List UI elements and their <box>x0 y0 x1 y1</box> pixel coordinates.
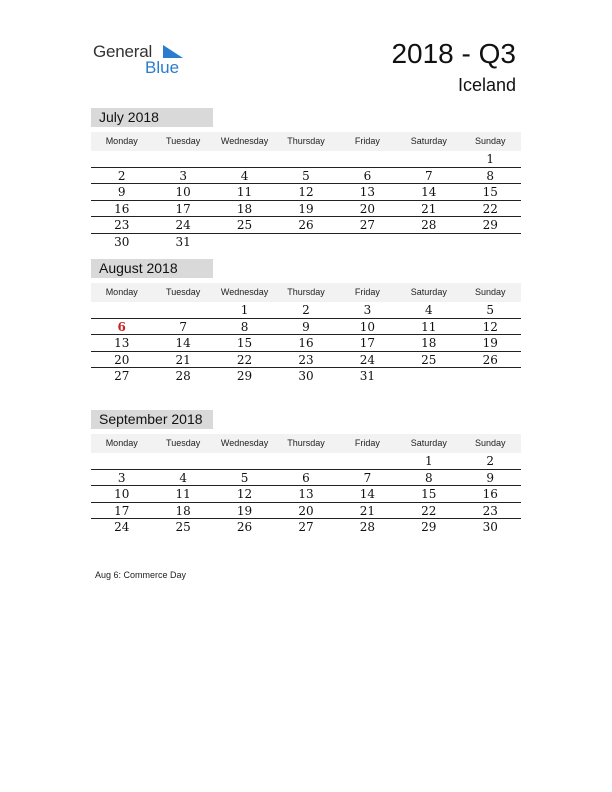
day-cell: 25 <box>236 218 253 233</box>
page-title: 2018 - Q3 <box>391 38 516 69</box>
holiday-note: Aug 6: Commerce Day <box>95 570 187 580</box>
day-cell: 22 <box>236 352 253 367</box>
day-cell <box>91 302 152 318</box>
day-cell <box>460 368 521 385</box>
day-cell: 8 <box>486 168 495 183</box>
day-cell <box>275 453 336 469</box>
month-september <box>91 410 521 536</box>
day-cell: 24 <box>114 520 130 535</box>
day-cell: 31 <box>175 234 191 249</box>
day-cell: 13 <box>298 487 314 502</box>
weekday-label: Tuesday <box>166 438 201 448</box>
day-cell: 4 <box>240 168 249 183</box>
day-cell: 26 <box>482 352 498 367</box>
day-cell: 30 <box>482 520 498 535</box>
week-row <box>91 470 521 487</box>
generalblue-logo <box>93 42 193 78</box>
day-cell: 14 <box>175 336 191 351</box>
week-row <box>91 234 521 251</box>
day-cell: 23 <box>482 503 498 518</box>
day-cell: 28 <box>421 218 437 233</box>
day-cell: 28 <box>175 369 191 384</box>
day-cell <box>91 151 152 167</box>
weekday-label: Monday <box>105 438 138 448</box>
day-cell: 29 <box>421 520 437 535</box>
day-cell: 20 <box>359 201 376 216</box>
day-cell <box>152 302 213 318</box>
week-row <box>91 519 521 536</box>
weekday-label: Saturday <box>410 287 447 297</box>
day-cell: 25 <box>175 520 191 535</box>
day-cell: 2 <box>117 168 126 183</box>
weekday-label: Wednesday <box>220 287 269 297</box>
weekday-label: Friday <box>354 438 380 448</box>
day-cell: 3 <box>117 470 126 485</box>
weekday-label: Thursday <box>287 287 325 297</box>
day-cell: 28 <box>359 520 376 535</box>
day-cell: 12 <box>482 319 498 334</box>
day-cell: 27 <box>359 218 376 233</box>
day-cell: 4 <box>179 470 187 485</box>
weekday-header-row <box>91 434 521 453</box>
day-cell: 7 <box>425 168 433 183</box>
day-cell: 9 <box>117 185 126 200</box>
logo-triangle-icon <box>161 45 183 59</box>
day-cell: 12 <box>298 185 314 200</box>
weekday-label: Tuesday <box>166 287 201 297</box>
day-cell: 29 <box>236 369 253 384</box>
day-cell: 15 <box>482 185 498 200</box>
week-row <box>91 486 521 503</box>
day-cell: 1 <box>486 152 495 166</box>
day-cell <box>214 234 275 251</box>
month-label: September 2018 <box>91 410 213 429</box>
month-label: August 2018 <box>91 259 213 278</box>
week-row <box>91 335 521 352</box>
day-cell: 13 <box>114 336 130 351</box>
day-cell <box>214 453 275 469</box>
day-cell: 10 <box>114 487 130 502</box>
day-cell <box>152 453 213 469</box>
day-cell: 19 <box>482 336 498 351</box>
day-cell: 24 <box>175 218 191 233</box>
day-cell: 18 <box>236 201 253 216</box>
calendar-grid <box>91 434 521 536</box>
week-row <box>91 368 521 385</box>
day-cell: 16 <box>298 336 314 351</box>
day-cell: 9 <box>302 319 310 334</box>
day-cell: 7 <box>179 319 187 334</box>
weekday-label: Sunday <box>474 287 506 297</box>
weekday-label: Friday <box>354 287 380 297</box>
weekday-label: Sunday <box>474 438 506 448</box>
day-cell: 24 <box>359 352 376 367</box>
day-cell: 21 <box>421 201 437 216</box>
day-cell: 1 <box>240 303 249 317</box>
day-cell: 6 <box>302 470 310 485</box>
day-cell: 10 <box>359 319 376 334</box>
weekday-label: Thursday <box>287 438 325 448</box>
day-cell: 23 <box>298 352 314 367</box>
day-cell <box>398 368 459 385</box>
day-cell: 15 <box>236 336 253 351</box>
day-cell: 11 <box>175 487 191 502</box>
day-cell: 6 <box>363 168 372 183</box>
day-cell: 5 <box>302 168 310 183</box>
day-cell: 27 <box>298 520 314 535</box>
day-cell <box>275 234 336 251</box>
week-row <box>91 151 521 168</box>
day-cell <box>275 151 336 167</box>
day-cell: 8 <box>425 470 433 485</box>
day-cell: 19 <box>236 503 253 518</box>
day-cell: 13 <box>359 185 376 200</box>
weekday-label: Monday <box>105 287 138 297</box>
week-row <box>91 201 521 218</box>
weekday-label: Saturday <box>410 438 447 448</box>
day-cell: 31 <box>359 369 376 384</box>
day-cell: 18 <box>175 503 191 518</box>
day-cell: 16 <box>482 487 498 502</box>
day-cell: 26 <box>298 218 314 233</box>
day-cell <box>337 151 398 167</box>
day-cell: 9 <box>486 470 495 485</box>
day-cell: 8 <box>240 319 249 334</box>
day-cell: 29 <box>482 218 498 233</box>
weekday-header-row <box>91 132 521 151</box>
logo-text-general: General <box>93 42 153 61</box>
day-cell: 6 <box>117 319 126 334</box>
day-cell: 10 <box>175 185 191 200</box>
day-cell <box>398 234 459 251</box>
day-cell <box>152 151 213 167</box>
day-cell <box>91 453 152 469</box>
weekday-label: Wednesday <box>220 438 269 448</box>
day-cell: 20 <box>114 352 130 367</box>
month-label: July 2018 <box>91 108 213 127</box>
day-cell: 3 <box>363 303 372 317</box>
week-row <box>91 302 521 319</box>
day-cell <box>337 234 398 251</box>
logo-text-blue: Blue <box>145 58 180 77</box>
day-cell: 2 <box>486 454 495 468</box>
country-name: Iceland <box>457 75 516 95</box>
weekday-label: Saturday <box>410 136 447 146</box>
day-cell: 3 <box>179 168 187 183</box>
day-cell: 4 <box>425 303 433 317</box>
day-cell: 2 <box>302 303 310 317</box>
day-cell <box>398 151 459 167</box>
day-cell: 14 <box>359 487 376 502</box>
day-cell: 23 <box>114 218 130 233</box>
day-cell <box>337 453 398 469</box>
weekday-label: Sunday <box>474 136 506 146</box>
day-cell: 17 <box>114 503 130 518</box>
day-cell: 21 <box>175 352 191 367</box>
day-cell: 7 <box>363 470 372 485</box>
day-cell: 12 <box>236 487 253 502</box>
week-row <box>91 352 521 369</box>
day-cell: 27 <box>114 369 130 384</box>
weekday-label: Friday <box>354 136 380 146</box>
day-cell: 18 <box>421 336 437 351</box>
day-cell: 5 <box>486 303 495 317</box>
weekday-label: Wednesday <box>220 136 269 146</box>
weekday-label: Monday <box>105 136 138 146</box>
day-cell: 11 <box>421 319 437 334</box>
day-cell <box>214 151 275 167</box>
week-row <box>91 503 521 520</box>
calendar-grid <box>91 283 521 385</box>
day-cell: 30 <box>298 369 314 384</box>
week-row <box>91 217 521 234</box>
day-cell: 20 <box>298 503 314 518</box>
week-row <box>91 453 521 470</box>
day-cell: 25 <box>421 352 437 367</box>
day-cell: 26 <box>236 520 253 535</box>
day-cell: 22 <box>421 503 437 518</box>
day-cell: 1 <box>425 454 433 468</box>
week-row <box>91 168 521 185</box>
week-row <box>91 319 521 336</box>
holiday-notes <box>95 570 186 580</box>
day-cell: 16 <box>114 201 130 216</box>
calendar-grid <box>91 132 521 251</box>
month-august <box>91 259 521 385</box>
day-cell: 5 <box>240 470 249 485</box>
weekday-header-row <box>91 283 521 302</box>
day-cell: 22 <box>482 201 498 216</box>
day-cell: 11 <box>236 185 253 200</box>
day-cell: 14 <box>421 185 437 200</box>
weekday-label: Tuesday <box>166 136 201 146</box>
week-row <box>91 184 521 201</box>
day-cell: 21 <box>359 503 376 518</box>
day-cell: 17 <box>359 336 376 351</box>
weekday-label: Thursday <box>287 136 325 146</box>
day-cell: 30 <box>114 234 130 249</box>
day-cell: 17 <box>175 201 191 216</box>
month-july <box>91 108 521 251</box>
day-cell: 15 <box>421 487 437 502</box>
day-cell <box>460 234 521 251</box>
day-cell: 19 <box>298 201 314 216</box>
